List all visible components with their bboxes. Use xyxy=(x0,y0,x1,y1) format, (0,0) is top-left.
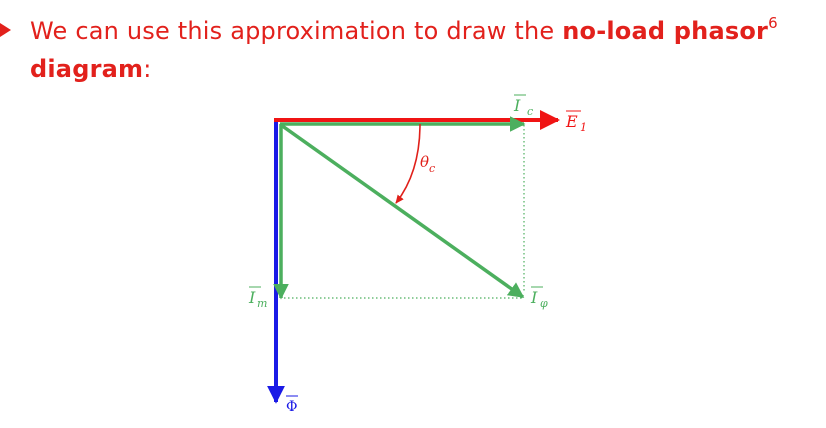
label-i-m xyxy=(248,287,267,310)
label-i-c xyxy=(513,95,533,118)
label-theta-c-sub: c xyxy=(429,162,436,175)
label-i-phi-base: I xyxy=(531,288,538,307)
label-e-1-base: E xyxy=(566,112,578,131)
no-load-current-phasor xyxy=(281,125,523,297)
bullet-text-start: We can use this approximation to draw the xyxy=(30,17,563,45)
label-i-m-sub: m xyxy=(257,297,268,310)
label-i-c-base: I xyxy=(514,96,521,115)
label-theta-c-base: θ xyxy=(420,153,430,171)
label-i-phi-sub: φ xyxy=(540,297,548,310)
label-i-c-sub: c xyxy=(527,105,534,118)
label-phi-base: Φ xyxy=(286,399,298,415)
angle-arc xyxy=(396,124,420,203)
footnote-marker: 6 xyxy=(768,14,778,32)
bullet-text-end: : xyxy=(143,55,152,83)
label-theta-c xyxy=(420,153,435,175)
label-phi xyxy=(286,396,298,415)
label-i-m-base: I xyxy=(249,288,256,307)
bullet-bold-term-2: diagram xyxy=(30,55,144,83)
bullet-bold-term: no-load phasor xyxy=(562,17,769,45)
label-e-1 xyxy=(565,111,587,134)
label-i-phi xyxy=(530,287,548,310)
label-e-1-sub: 1 xyxy=(580,121,587,134)
